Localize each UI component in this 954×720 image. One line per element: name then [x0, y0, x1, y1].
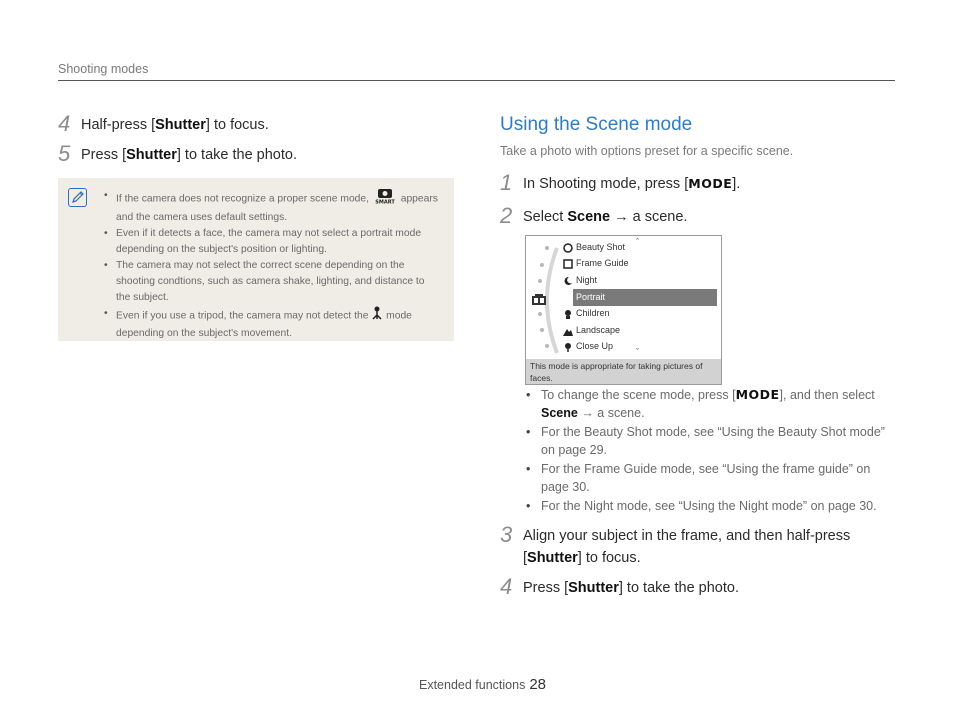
section-title: Using the Scene mode [500, 114, 693, 135]
section-header: Shooting modes [58, 62, 149, 76]
step-number: 4 [500, 574, 513, 599]
scroll-up-icon[interactable]: ˆ [636, 237, 639, 247]
header-divider [58, 80, 895, 81]
note-item: • The camera may not select the correct scene depending on the shooting condtions, such as camera shake, lighting, and distance to the subject. [102, 258, 438, 306]
section-subtitle: Take a photo with options preset for a specific scene. [500, 144, 794, 158]
bullet-item: • For the Beauty Shot mode, see “Using the Beauty Shot mode” on page 29. [524, 423, 894, 459]
scene-landscape[interactable]: Landscape [563, 323, 620, 337]
footer-label: Extended functions [419, 678, 526, 692]
arc-dot [545, 246, 549, 250]
step-text: Select Scene → a scene. [523, 209, 688, 225]
tripod-icon [371, 306, 383, 326]
arc-dot [540, 328, 544, 332]
scene-children[interactable]: Children [563, 306, 610, 320]
children-icon [563, 309, 573, 319]
scene-frame-guide[interactable]: Frame Guide [563, 256, 629, 270]
step-number: 5 [58, 141, 71, 166]
step-text: Half-press [Shutter] to focus. [81, 117, 269, 133]
note-list [102, 188, 438, 342]
frame-guide-icon [563, 259, 573, 269]
step-number: 2 [500, 203, 513, 228]
scene-beauty-shot[interactable]: Beauty Shot [563, 240, 625, 254]
bullet-item: • For the Night mode, see “Using the Night mode” on page 30. [524, 497, 894, 515]
bullet-item: • For the Frame Guide mode, see “Using the frame guide” on page 30. [524, 460, 894, 496]
step-text: In Shooting mode, press [MODE]. [523, 176, 741, 192]
step-text: Align your subject in the frame, and then half-press [Shutter] to focus. [523, 528, 851, 566]
portrait-icon [563, 293, 573, 303]
scene-close-up[interactable]: Close Up [563, 339, 613, 353]
step-text: Press [Shutter] to take the photo. [523, 580, 739, 596]
note-box [58, 178, 454, 341]
scene-description-bar: This mode is appropriate for taking pictures of faces. [526, 359, 721, 384]
beauty-shot-icon [563, 243, 573, 253]
camera-scene-screen [525, 235, 722, 385]
arc-dot [538, 312, 542, 316]
mode-button-key: MODE [688, 176, 733, 191]
step-number: 4 [58, 111, 71, 136]
arc-dot [540, 263, 544, 267]
page-number: 28 [529, 676, 547, 693]
arc-dot [538, 279, 542, 283]
step-number: 1 [500, 170, 513, 195]
svg-text:SMART: SMART [375, 199, 395, 204]
page-footer [419, 676, 546, 693]
step-text: Press [Shutter] to take the photo. [81, 147, 297, 163]
mode-button-key: MODE [735, 387, 780, 402]
note-item: • Even if it detects a face, the camera may not select a portrait mode depending on the subject's position or lighting. [102, 226, 438, 258]
note-pencil-icon [68, 188, 87, 207]
scene-notes-list [524, 386, 894, 516]
bullet-item: • To change the scene mode, press [MODE], and then select Scene → a scene. [524, 386, 894, 422]
scene-portrait[interactable]: Portrait [563, 290, 605, 304]
note-item: • If the camera does not recognize a proper scene mode, SMART appears and the camera uses default settings. [102, 188, 438, 226]
note-item: • Even if you use a tripod, the camera may not detect the mode depending on the subject's movement. [102, 306, 438, 342]
smart-auto-icon [372, 188, 398, 210]
scene-mode-icon [532, 292, 546, 310]
close-up-icon [563, 342, 573, 352]
step-number: 3 [500, 522, 513, 547]
scene-night[interactable]: Night [563, 273, 597, 287]
landscape-icon [563, 326, 573, 336]
arc-dot [545, 344, 549, 348]
scroll-down-icon[interactable]: ˇ [636, 347, 639, 357]
night-icon [563, 276, 573, 286]
